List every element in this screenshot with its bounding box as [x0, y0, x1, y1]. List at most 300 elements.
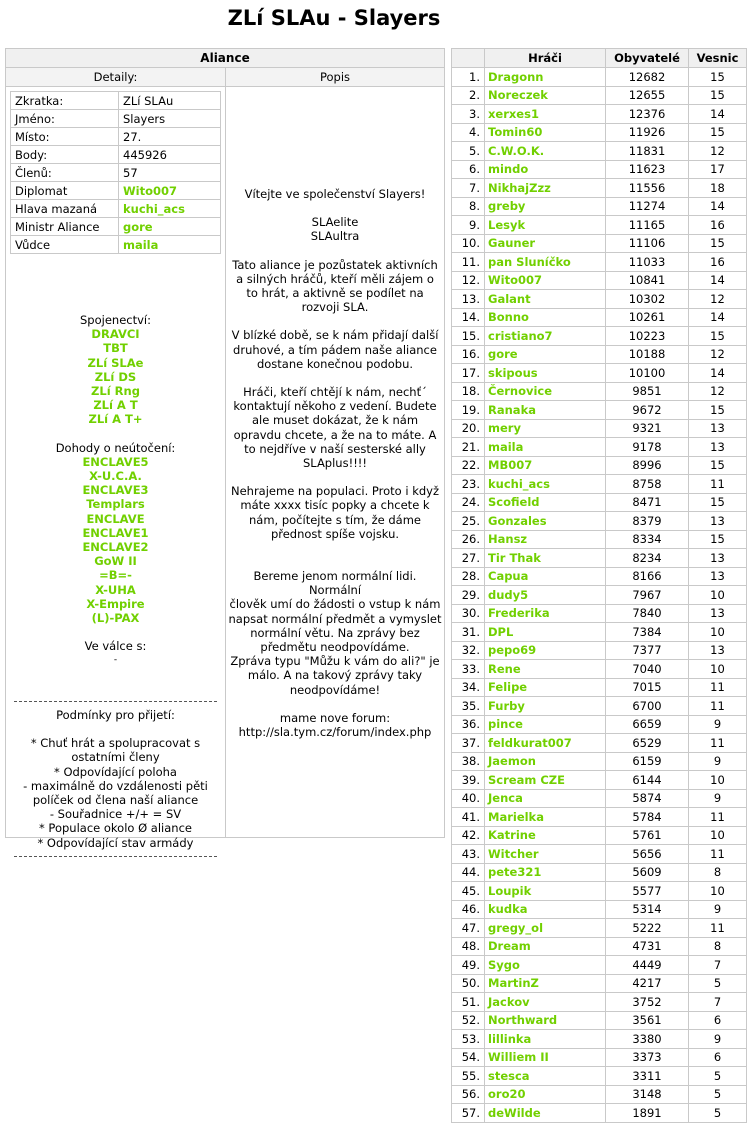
player-link[interactable]: mindo	[488, 162, 529, 177]
nap-link[interactable]: Templars	[86, 497, 145, 512]
villages-cell: 7	[689, 993, 747, 1012]
population-cell: 12376	[606, 105, 689, 124]
population-cell: 8996	[606, 456, 689, 475]
table-row	[452, 808, 747, 827]
details-header: Detaily:	[6, 68, 226, 87]
description-paragraph	[228, 328, 442, 371]
table-row	[452, 752, 747, 771]
detail-row	[11, 110, 221, 128]
villages-cell: 13	[689, 549, 747, 568]
player-link[interactable]: Hansz	[488, 532, 528, 547]
rank-cell: 2.	[452, 86, 485, 105]
rank-cell: 4.	[452, 123, 485, 142]
population-cell: 10100	[606, 364, 689, 383]
player-link[interactable]: oro20	[488, 1087, 526, 1102]
villages-cell: 11	[689, 808, 747, 827]
description-column	[226, 87, 444, 837]
player-link[interactable]: Katrine	[488, 828, 536, 843]
rank-cell: 16.	[452, 345, 485, 364]
rank-cell: 50.	[452, 974, 485, 993]
table-row	[452, 771, 747, 790]
rank-cell: 43.	[452, 845, 485, 864]
detail-key: Členů:	[11, 164, 119, 182]
player-cell	[485, 456, 606, 475]
players-header[interactable]: Hráči	[485, 49, 606, 68]
player-link[interactable]: pepo69	[488, 643, 537, 658]
player-link[interactable]: Tomin60	[488, 125, 543, 140]
players-header-row	[452, 49, 747, 68]
ally-link[interactable]: ZLí SLAe	[87, 355, 144, 370]
player-cell	[485, 512, 606, 531]
population-cell: 11106	[606, 234, 689, 253]
detail-value	[119, 200, 221, 218]
nap-link[interactable]: (L)-PAX	[91, 611, 140, 626]
player-link[interactable]: Jackov	[488, 994, 530, 1009]
player-link[interactable]: Galant	[488, 291, 531, 306]
description-line: a silných hráčů, kteří měli zájem o	[236, 271, 434, 286]
detail-row	[11, 128, 221, 146]
population-cell: 11274	[606, 197, 689, 216]
population-cell: 4449	[606, 956, 689, 975]
detail-value: Slayers	[119, 110, 221, 128]
player-link[interactable]: maila	[488, 439, 524, 454]
table-row	[452, 919, 747, 938]
population-cell: 6659	[606, 715, 689, 734]
table-row	[452, 345, 747, 364]
nap-link[interactable]: =B=-	[99, 568, 132, 583]
war-label: Ve válce s:	[84, 639, 147, 654]
population-cell: 5577	[606, 882, 689, 901]
population-cell: 6529	[606, 734, 689, 753]
rank-cell: 27.	[452, 549, 485, 568]
player-cell	[485, 956, 606, 975]
player-link[interactable]: kuchi_acs	[488, 476, 550, 491]
player-link[interactable]: DPL	[488, 624, 514, 639]
player-cell	[485, 86, 606, 105]
rank-cell: 48.	[452, 937, 485, 956]
player-link[interactable]: Rene	[488, 661, 521, 676]
player-link[interactable]: pince	[488, 717, 523, 732]
player-cell	[485, 271, 606, 290]
rank-cell: 8.	[452, 197, 485, 216]
rank-cell: 34.	[452, 678, 485, 697]
table-row	[452, 253, 747, 272]
rank-cell: 36.	[452, 715, 485, 734]
player-link[interactable]: Marielka	[488, 809, 544, 824]
ally-link[interactable]: DRAVCI	[91, 327, 140, 342]
player-cell	[485, 567, 606, 586]
villages-cell: 9	[689, 752, 747, 771]
population-cell: 8758	[606, 475, 689, 494]
rank-cell: 39.	[452, 771, 485, 790]
player-link[interactable]: Dream	[488, 939, 531, 954]
table-row	[452, 715, 747, 734]
villages-cell: 18	[689, 179, 747, 198]
table-row	[452, 623, 747, 642]
villages-cell: 15	[689, 530, 747, 549]
rank-cell: 52.	[452, 1011, 485, 1030]
table-row	[452, 401, 747, 420]
rank-cell: 55.	[452, 1067, 485, 1086]
villages-cell: 14	[689, 364, 747, 383]
description-paragraph	[228, 215, 442, 243]
description-line: mame nove forum:	[279, 710, 391, 725]
description-line: http://sla.tym.cz/forum/index.php	[238, 725, 432, 740]
player-link[interactable]: Scofield	[488, 495, 540, 510]
description-line: ale muset dokázat, že k nám	[251, 413, 419, 428]
player-link[interactable]: deWilde	[488, 1105, 541, 1120]
player-cell	[485, 290, 606, 309]
player-cell	[485, 900, 606, 919]
player-link[interactable]: Loupik	[488, 883, 532, 898]
ally-link[interactable]: ZLí A T	[93, 398, 138, 413]
condition-line: políček od člena naší aliance	[32, 793, 199, 808]
description-header: Popis	[226, 68, 444, 87]
villages-cell: 6	[689, 1011, 747, 1030]
description-paragraph	[228, 187, 442, 201]
ally-link[interactable]: ZLí Rng	[91, 384, 140, 399]
table-row	[452, 826, 747, 845]
villages-cell: 10	[689, 660, 747, 679]
population-cell: 6700	[606, 697, 689, 716]
player-cell	[485, 142, 606, 161]
alliance-header: Aliance	[6, 49, 444, 68]
player-link[interactable]: NikhajZzz	[488, 180, 551, 195]
population-cell: 8234	[606, 549, 689, 568]
rank-cell: 11.	[452, 253, 485, 272]
rank-cell: 20.	[452, 419, 485, 438]
population-cell: 5761	[606, 826, 689, 845]
description-line: Vítejte ve společenství Slayers!	[244, 187, 426, 201]
rank-cell: 46.	[452, 900, 485, 919]
table-row	[452, 142, 747, 161]
nap-link[interactable]: ENCLAVE5	[82, 454, 149, 469]
player-link[interactable]: Sygo	[488, 957, 520, 972]
condition-line: ostatními členy	[71, 750, 160, 765]
population-cell: 11556	[606, 179, 689, 198]
rank-cell: 54.	[452, 1048, 485, 1067]
detail-row	[11, 182, 221, 200]
player-cell	[485, 715, 606, 734]
population-cell: 3311	[606, 1067, 689, 1086]
player-link[interactable]: Felipe	[488, 680, 528, 695]
player-cell	[485, 234, 606, 253]
detail-row	[11, 218, 221, 236]
villages-header[interactable]: Vesnic	[689, 49, 747, 68]
description-paragraph	[228, 385, 442, 470]
rank-cell: 9.	[452, 216, 485, 235]
rank-cell: 28.	[452, 567, 485, 586]
nap-link[interactable]: X-UHA	[95, 582, 136, 597]
rank-cell: 40.	[452, 789, 485, 808]
description-line: to hrát, a aktivně se podílet na	[246, 286, 424, 301]
player-link[interactable]: feldkurat007	[488, 735, 572, 750]
player-cell	[485, 160, 606, 179]
villages-cell: 12	[689, 290, 747, 309]
player-cell	[485, 882, 606, 901]
villages-cell: 13	[689, 512, 747, 531]
population-cell: 11165	[606, 216, 689, 235]
player-link[interactable]: cristiano7	[488, 328, 553, 343]
table-row	[452, 86, 747, 105]
table-row	[452, 1048, 747, 1067]
detail-value: 57	[119, 164, 221, 182]
population-cell: 11831	[606, 142, 689, 161]
player-link[interactable]: lillinka	[488, 1031, 532, 1046]
table-row	[452, 105, 747, 124]
player-link[interactable]: Northward	[488, 1013, 558, 1028]
player-link[interactable]: kudka	[488, 902, 528, 917]
table-row	[452, 512, 747, 531]
player-link[interactable]: xerxes1	[488, 106, 539, 121]
population-cell: 5784	[606, 808, 689, 827]
player-link[interactable]: Ranaka	[488, 402, 536, 417]
table-row	[452, 641, 747, 660]
villages-cell: 5	[689, 1085, 747, 1104]
player-link[interactable]: Wito007	[488, 273, 543, 288]
description-line: přednost spíše vojsku.	[270, 526, 400, 541]
player-cell	[485, 1030, 606, 1049]
player-cell	[485, 123, 606, 142]
rank-cell: 24.	[452, 493, 485, 512]
description-line: Tato aliance je pozůstatek aktivních	[232, 257, 438, 272]
detail-key: Zkratka:	[11, 92, 119, 110]
rank-cell: 21.	[452, 438, 485, 457]
nap-link[interactable]: ENCLAVE3	[82, 483, 149, 498]
nap-link[interactable]: X-U.C.A.	[89, 469, 142, 484]
population-cell: 5222	[606, 919, 689, 938]
population-cell: 12655	[606, 86, 689, 105]
population-header[interactable]: Obyvatelé	[606, 49, 689, 68]
player-link[interactable]: Witcher	[488, 846, 539, 861]
player-link[interactable]: greby	[488, 199, 526, 214]
villages-cell: 16	[689, 216, 747, 235]
rank-cell: 14.	[452, 308, 485, 327]
player-link[interactable]: Gonzales	[488, 513, 547, 528]
population-cell: 9672	[606, 401, 689, 420]
villages-cell: 11	[689, 697, 747, 716]
table-row	[452, 1085, 747, 1104]
villages-cell: 11	[689, 678, 747, 697]
rank-cell: 35.	[452, 697, 485, 716]
player-cell	[485, 845, 606, 864]
player-link[interactable]: Tir Thak	[488, 550, 541, 565]
villages-cell: 15	[689, 493, 747, 512]
player-cell	[485, 623, 606, 642]
player-cell	[485, 660, 606, 679]
rank-cell: 57.	[452, 1104, 485, 1123]
player-link[interactable]: Scream CZE	[488, 772, 565, 787]
player-link[interactable]: Černovice	[488, 384, 553, 399]
villages-cell: 5	[689, 1067, 747, 1086]
population-cell: 9851	[606, 382, 689, 401]
player-link[interactable]: Gauner	[488, 236, 536, 251]
rank-cell: 3.	[452, 105, 485, 124]
player-link[interactable]: Dragonn	[488, 69, 544, 84]
population-cell: 10261	[606, 308, 689, 327]
player-link[interactable]: skipous	[488, 365, 538, 380]
player-link[interactable]: Jaemon	[488, 754, 536, 769]
description-line: rozvoji SLA.	[301, 300, 369, 315]
table-row	[452, 475, 747, 494]
player-link[interactable]: maila	[123, 237, 159, 252]
rank-cell: 23.	[452, 475, 485, 494]
table-row	[452, 123, 747, 142]
villages-cell: 8	[689, 863, 747, 882]
player-cell	[485, 345, 606, 364]
player-link[interactable]: gore	[123, 219, 153, 234]
population-cell: 5656	[606, 845, 689, 864]
table-row	[452, 290, 747, 309]
population-cell: 8471	[606, 493, 689, 512]
player-cell	[485, 752, 606, 771]
description-line: člověk umí do žádosti o vstup k nám	[229, 597, 441, 612]
condition-line: - Souřadnice +/+ = SV	[49, 807, 182, 822]
player-link[interactable]: Noreczek	[488, 88, 548, 103]
villages-cell: 9	[689, 789, 747, 808]
description-line: druhové, a tím pádem naše aliance	[233, 342, 437, 357]
villages-cell: 5	[689, 974, 747, 993]
table-row	[452, 974, 747, 993]
table-row	[452, 734, 747, 753]
detail-key: Místo:	[11, 128, 119, 146]
villages-cell: 5	[689, 1104, 747, 1123]
population-cell: 6159	[606, 752, 689, 771]
player-cell	[485, 734, 606, 753]
ally-link[interactable]: ZLí A T+	[88, 412, 143, 427]
description-paragraph	[228, 258, 442, 315]
nap-link[interactable]: GoW II	[94, 554, 137, 569]
table-row	[452, 179, 747, 198]
player-link[interactable]: Lesyk	[488, 217, 526, 232]
villages-cell: 10	[689, 771, 747, 790]
player-link[interactable]: MartinZ	[488, 976, 539, 991]
population-cell: 5874	[606, 789, 689, 808]
player-cell	[485, 937, 606, 956]
nap-label: Dohody o neútočení:	[55, 440, 176, 455]
population-cell: 10223	[606, 327, 689, 346]
player-cell	[485, 1048, 606, 1067]
villages-cell: 15	[689, 456, 747, 475]
player-cell	[485, 1011, 606, 1030]
player-cell	[485, 1085, 606, 1104]
player-link[interactable]: Bonno	[488, 310, 529, 325]
villages-cell: 10	[689, 826, 747, 845]
player-cell	[485, 771, 606, 790]
player-link[interactable]: C.W.O.K.	[488, 143, 545, 158]
table-row	[452, 197, 747, 216]
population-cell: 3561	[606, 1011, 689, 1030]
villages-cell: 7	[689, 956, 747, 975]
player-link[interactable]: Jenca	[488, 791, 523, 806]
table-row	[452, 789, 747, 808]
villages-cell: 12	[689, 142, 747, 161]
player-link[interactable]: pan Sluníčko	[488, 254, 571, 269]
nap-link[interactable]: ENCLAVE	[86, 511, 145, 526]
villages-cell: 9	[689, 715, 747, 734]
player-cell	[485, 549, 606, 568]
detail-key: Jméno:	[11, 110, 119, 128]
description-line: SLAultra	[310, 229, 360, 244]
rank-cell: 47.	[452, 919, 485, 938]
rank-cell: 56.	[452, 1085, 485, 1104]
rank-cell: 29.	[452, 586, 485, 605]
table-row	[452, 1067, 747, 1086]
nap-link[interactable]: ENCLAVE2	[82, 540, 149, 555]
player-cell	[485, 216, 606, 235]
villages-cell: 10	[689, 623, 747, 642]
player-link[interactable]: kuchi_acs	[123, 201, 185, 216]
table-row	[452, 845, 747, 864]
villages-cell: 10	[689, 882, 747, 901]
player-cell	[485, 586, 606, 605]
table-row	[452, 882, 747, 901]
detail-key: Diplomat	[11, 182, 119, 200]
table-row	[452, 327, 747, 346]
player-cell	[485, 382, 606, 401]
population-cell: 9321	[606, 419, 689, 438]
player-link[interactable]: gore	[488, 347, 518, 362]
ally-link[interactable]: TBT	[103, 341, 128, 356]
detail-value: 445926	[119, 146, 221, 164]
rank-cell: 51.	[452, 993, 485, 1012]
rank-cell: 37.	[452, 734, 485, 753]
population-cell: 10841	[606, 271, 689, 290]
rank-header	[452, 49, 485, 68]
player-cell	[485, 974, 606, 993]
table-row	[452, 937, 747, 956]
rank-cell: 33.	[452, 660, 485, 679]
player-link[interactable]: Wito007	[123, 183, 178, 198]
player-link[interactable]: gregy_ol	[488, 920, 544, 935]
villages-cell: 6	[689, 1048, 747, 1067]
population-cell: 5314	[606, 900, 689, 919]
player-cell	[485, 253, 606, 272]
description-line: Hráči, kteří chtějí k nám, nechť´	[243, 385, 427, 400]
player-link[interactable]: Frederika	[488, 606, 550, 621]
player-cell	[485, 826, 606, 845]
villages-cell: 13	[689, 641, 747, 660]
player-link[interactable]: Furby	[488, 698, 525, 713]
rank-cell: 42.	[452, 826, 485, 845]
player-cell	[485, 327, 606, 346]
condition-line: - maximálně do vzdálenosti pěti	[23, 778, 208, 793]
nap-link[interactable]: X-Empire	[86, 596, 145, 611]
rank-cell: 19.	[452, 401, 485, 420]
ally-link[interactable]: ZLí DS	[94, 369, 137, 384]
table-row	[452, 1030, 747, 1049]
table-row	[452, 604, 747, 623]
rank-cell: 30.	[452, 604, 485, 623]
player-link[interactable]: Capua	[488, 569, 529, 584]
rank-cell: 44.	[452, 863, 485, 882]
player-cell	[485, 197, 606, 216]
condition-line: * Odpovídající poloha	[54, 764, 177, 779]
alliances-section	[6, 313, 225, 668]
table-row	[452, 549, 747, 568]
player-link[interactable]: MB007	[488, 458, 533, 473]
conditions-title: Podmínky pro přijetí:	[56, 708, 175, 722]
player-link[interactable]: mery	[488, 421, 521, 436]
detail-row	[11, 164, 221, 182]
rank-cell: 15.	[452, 327, 485, 346]
player-link[interactable]: dudy5	[488, 587, 529, 602]
player-link[interactable]: pete321	[488, 865, 542, 880]
player-link[interactable]: stesca	[488, 1068, 530, 1083]
player-link[interactable]: Williem II	[488, 1050, 549, 1065]
conditions-section	[6, 701, 225, 857]
nap-link[interactable]: ENCLAVE1	[82, 525, 149, 540]
